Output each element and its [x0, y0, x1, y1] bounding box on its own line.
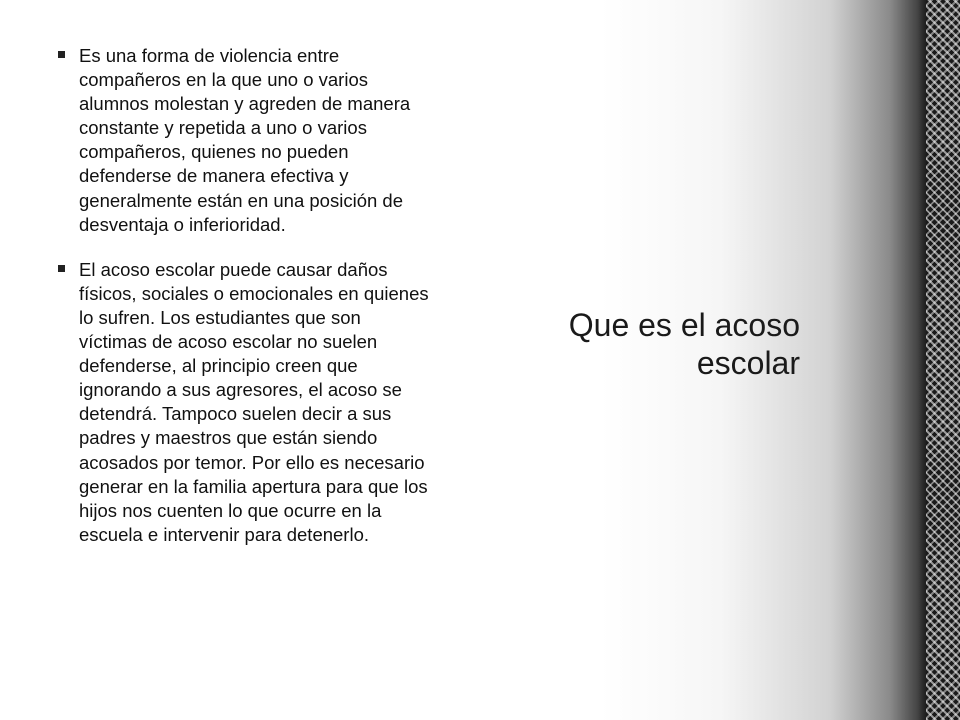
bullet-text: El acoso escolar puede causar daños físicos, sociales o emocionales en quienes lo sufren. Los estudiantes que son víctimas de acoso escolar no suelen defenderse, al principio creen que ignorando a sus agresores, el acoso se detendrá. Tampoco suelen decir a sus padres y maestros que están siendo acosados por temor. Por ello es necesario generar en la familia apertura para que los hijos nos cuenten lo que ocurre en la escuela e intervenir para detenerlo.: [79, 258, 429, 545]
square-bullet-icon: [58, 51, 65, 58]
slide-title-line: escolar: [696, 345, 800, 381]
bullet-list: [58, 44, 430, 568]
edge-texture: [926, 0, 960, 720]
slide-title-line: Que es el acoso: [568, 307, 800, 343]
slide-title: [540, 306, 800, 382]
bullet-item-effects: [58, 258, 430, 547]
bullet-text: Es una forma de violencia entre compañeros en la que uno o varios alumnos molestan y agreden de manera constante y repetida a uno o varios compañeros, quienes no pueden defenderse de manera efectiva y generalmente están en una posición de desventaja o inferioridad.: [79, 45, 411, 235]
bullet-item-definition: [58, 44, 430, 237]
square-bullet-icon: [58, 265, 65, 272]
